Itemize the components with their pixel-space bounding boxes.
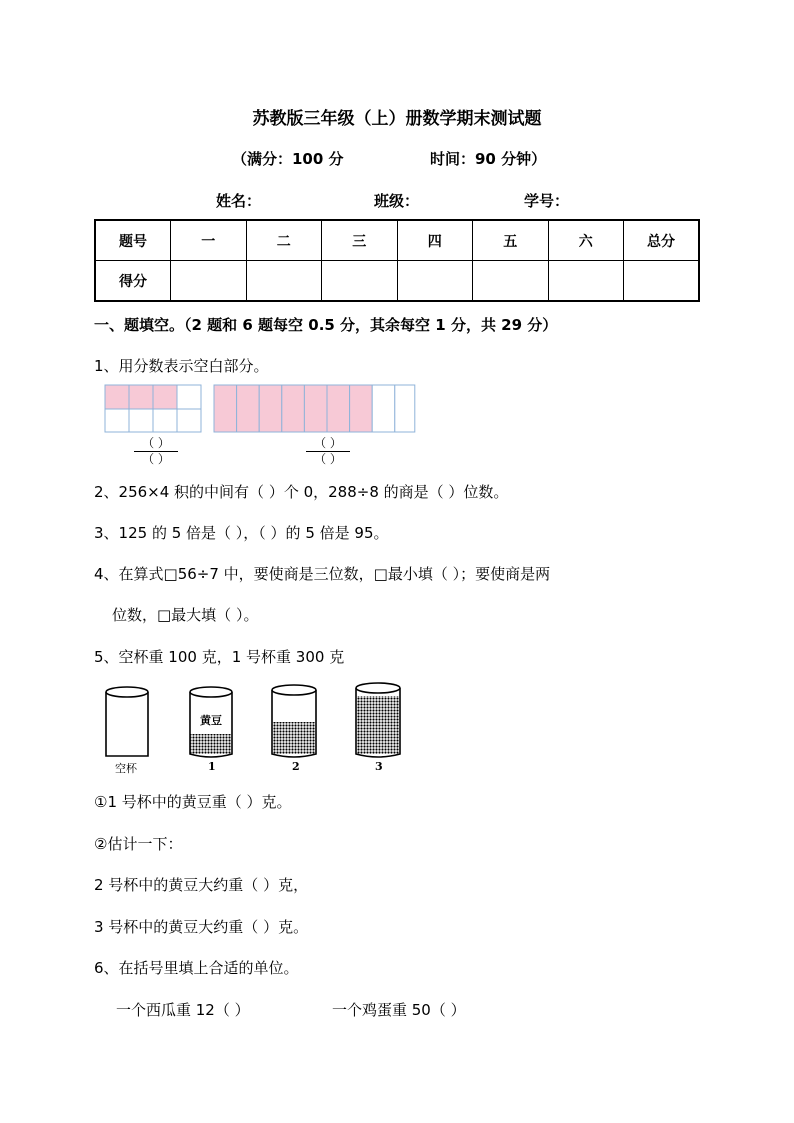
question-1: 1、用分数表示空白部分。 [94,357,269,375]
numerator-blank: （ ） [314,436,342,450]
score-table-header-row [95,220,699,261]
score-cell[interactable] [171,261,247,302]
score-header-cell: 五 [473,220,549,261]
score-table [94,219,700,302]
section-heading-1: 一、题填空。（2 题和 6 题每空 0.5 分，其余每空 1 分，共 29 分） [94,316,558,334]
question-5-part-2: ②估计一下： [94,835,183,853]
score-header-cell: 三 [322,220,398,261]
fraction-answer-left[interactable] [134,437,178,466]
score-header-cell: 二 [246,220,322,261]
cup-label-1: 1 [208,760,216,773]
cup-label-2: 2 [292,760,300,773]
denominator-blank: （ ） [314,452,342,466]
cup-label-3: 3 [375,760,383,773]
score-cell[interactable] [322,261,398,302]
question-6-egg: 一个鸡蛋重 50（ ） [332,1001,466,1019]
question-5: 5、空杯重 100 克，1 号杯重 300 克 [94,648,345,666]
cups-illustration [102,682,412,760]
fraction-diagrams [104,384,416,434]
class-label: 班级： [374,192,420,210]
score-cell[interactable] [397,261,473,302]
score-cell[interactable] [624,261,700,302]
numerator-blank: （ ） [142,436,170,450]
exam-time: 时间：90 分钟） [430,150,547,168]
score-table-score-row [95,261,699,302]
full-score: （满分：100 分 [232,150,344,168]
denominator-blank: （ ） [142,452,170,466]
question-4-line2: 位数，□最大填（ ）。 [112,606,259,624]
fraction-grid-right [214,385,415,432]
question-4-line1: 4、在算式□56÷7 中，要使商是三位数，□最小填（ ）；要使商是两 [94,565,551,583]
question-6: 6、在括号里填上合适的单位。 [94,959,299,977]
score-header-cell: 六 [548,220,624,261]
cup-3 [356,683,400,757]
score-header-cell: 题号 [95,220,171,261]
question-5-part-1: ①1 号杯中的黄豆重（ ）克。 [94,793,292,811]
empty-cup [106,687,148,756]
cup-2 [272,685,316,757]
question-5-part-2-cup3: 3 号杯中的黄豆大约重（ ）克。 [94,918,309,936]
score-cell[interactable] [473,261,549,302]
score-header-cell: 四 [397,220,473,261]
question-5-part-2-cup2: 2 号杯中的黄豆大约重（ ）克， [94,876,309,894]
cup-label-empty: 空杯 [115,762,137,775]
name-label: 姓名： [216,192,262,210]
score-row-label: 得分 [95,261,171,302]
question-6-watermelon: 一个西瓜重 12（ ） [116,1001,250,1019]
page-title: 苏教版三年级（上）册数学期末测试题 [252,109,542,129]
score-header-cell: 总分 [624,220,700,261]
score-cell[interactable] [548,261,624,302]
score-cell[interactable] [246,261,322,302]
question-2: 2、256×4 积的中间有（ ）个 0，288÷8 的商是（ ）位数。 [94,483,509,501]
id-label: 学号： [524,192,570,210]
fraction-answer-right[interactable] [306,437,350,466]
question-3: 3、125 的 5 倍是（ ），（ ）的 5 倍是 95。 [94,524,389,542]
cup-inner-label: 黄豆 [200,714,222,727]
score-header-cell: 一 [171,220,247,261]
fraction-grid-left [105,385,201,432]
